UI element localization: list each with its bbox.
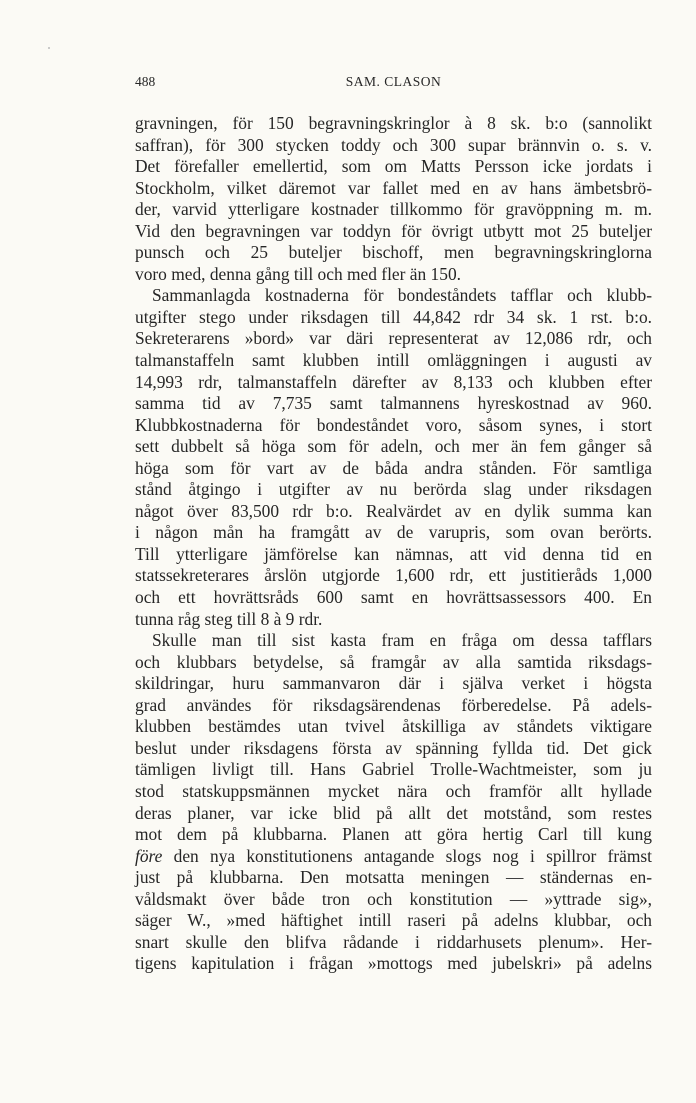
text-line: Vid den begravningen var toddyn för övrigt utbytt mot 25 buteljer <box>135 220 652 241</box>
text-line: grad användes för riksdagsärendenas förberedelse. På adels- <box>135 694 652 715</box>
text-line: stod statskuppsmännen mycket nära och framför allt hyllade <box>135 780 652 801</box>
text-line: höga som för vart av de båda andra stånden. För samtliga <box>135 457 652 478</box>
text-line: Sekreterarens »bord» var däri representerat av 12,086 rdr, och <box>135 328 652 349</box>
text-line: skildringar, huru sammanvaron där i själva verket i högsta <box>135 673 652 694</box>
text-line: tunna råg steg till 8 à 9 rdr. <box>135 608 323 629</box>
text-line <box>135 846 652 868</box>
text-line: något över 83,500 rdr b:o. Realvärdet av en dylik summa kan <box>135 500 652 521</box>
text-line: snart skulle den blifva rådande i riddarhusets plenum». Her- <box>135 931 652 952</box>
text-line: och klubbars betydelse, så framgår av alla samtida riksdags- <box>135 651 652 672</box>
text-line: statssekreterares årslön utgjorde 1,600 rdr, ett justitieråds 1,000 <box>135 565 652 586</box>
text-line: Klubbkostnaderna för bondeståndet voro, såsom synes, i stort <box>135 414 652 435</box>
italic-word: före <box>135 845 163 866</box>
text-line: saffran), för 300 stycken toddy och 300 supar brännvin o. s. v. <box>135 134 652 155</box>
text-line: Stockholm, vilket däremot var fallet med en av hans ämbetsbrö- <box>135 177 652 198</box>
text-line: stånd åtgingo i utgifter av nu berörda slag under riksdagen <box>135 479 652 500</box>
text-line: Det förefaller emellertid, som om Matts Persson icke jordats i <box>135 156 652 177</box>
text-line: 14,993 rdr, talmanstaffeln därefter av 8,133 och klubben efter <box>135 371 652 392</box>
text-line: tigens kapitulation i frågan »mottogs med jubelskri» på adelns <box>135 953 652 974</box>
text-line: säger W., »med häftighet intill raseri på adelns klubbar, och <box>135 910 652 931</box>
running-title: SAM. CLASON <box>345 74 442 89</box>
text-line: voro med, denna gång till och med fler än 150. <box>135 263 461 284</box>
page-header <box>135 74 652 94</box>
body-text <box>135 113 652 975</box>
text-line: talmanstaffeln samt klubben intill omläggningen i augusti av <box>135 350 652 371</box>
text-line: Sammanlagda kostnaderna för bondeståndets tafflar och klubb- <box>152 285 652 306</box>
text-line: samma tid av 7,735 samt talmannens hyreskostnad av 960. <box>135 393 652 414</box>
text-line: Till ytterligare jämförelse kan nämnas, att vid denna tid en <box>135 543 652 564</box>
text-line: klubben bestämdes utan tvivel åtskilliga av ståndets viktigare <box>135 716 652 737</box>
scan-speck <box>48 47 50 49</box>
text-line: och ett hovrättsråds 600 samt en hovrättsassessors 400. En <box>135 587 652 608</box>
text-line: sett dubbelt så höga som för adeln, och mer än fem gånger så <box>135 436 652 457</box>
text-line: utgifter stego under riksdagen till 44,842 rdr 34 sk. 1 rst. b:o. <box>135 306 652 327</box>
text-line: punsch och 25 buteljer bischoff, men begravningskringlorna <box>135 242 652 263</box>
text-line: just på klubbarna. Den motsatta meningen — ständernas en- <box>135 867 652 888</box>
page-number: 488 <box>135 74 156 89</box>
text-line: Skulle man till sist kasta fram en fråga om dessa tafflars <box>152 630 652 651</box>
line-text: den nya konstitutionens antagande slogs nog i spillror främst <box>162 845 652 866</box>
text-line: tämligen livligt till. Hans Gabriel Trolle-Wachtmeister, som ju <box>135 759 652 780</box>
text-line: beslut under riksdagens första av spänning fyllda tid. Det gick <box>135 737 652 758</box>
text-line: i någon mån ha framgått av de varupris, som ovan berörts. <box>135 522 652 543</box>
text-line: mot dem på klubbarna. Planen att göra hertig Carl till kung <box>135 824 652 845</box>
text-line: våldsmakt över både tron och konstitution — »yttrade sig», <box>135 888 652 909</box>
text-line: der, varvid ytterligare kostnader tillkommo för gravöppning m. m. <box>135 199 652 220</box>
text-line: deras planer, var icke blid på allt det motstånd, som restes <box>135 802 652 823</box>
text-line: gravningen, för 150 begravningskringlor à 8 sk. b:o (sannolikt <box>135 113 652 133</box>
